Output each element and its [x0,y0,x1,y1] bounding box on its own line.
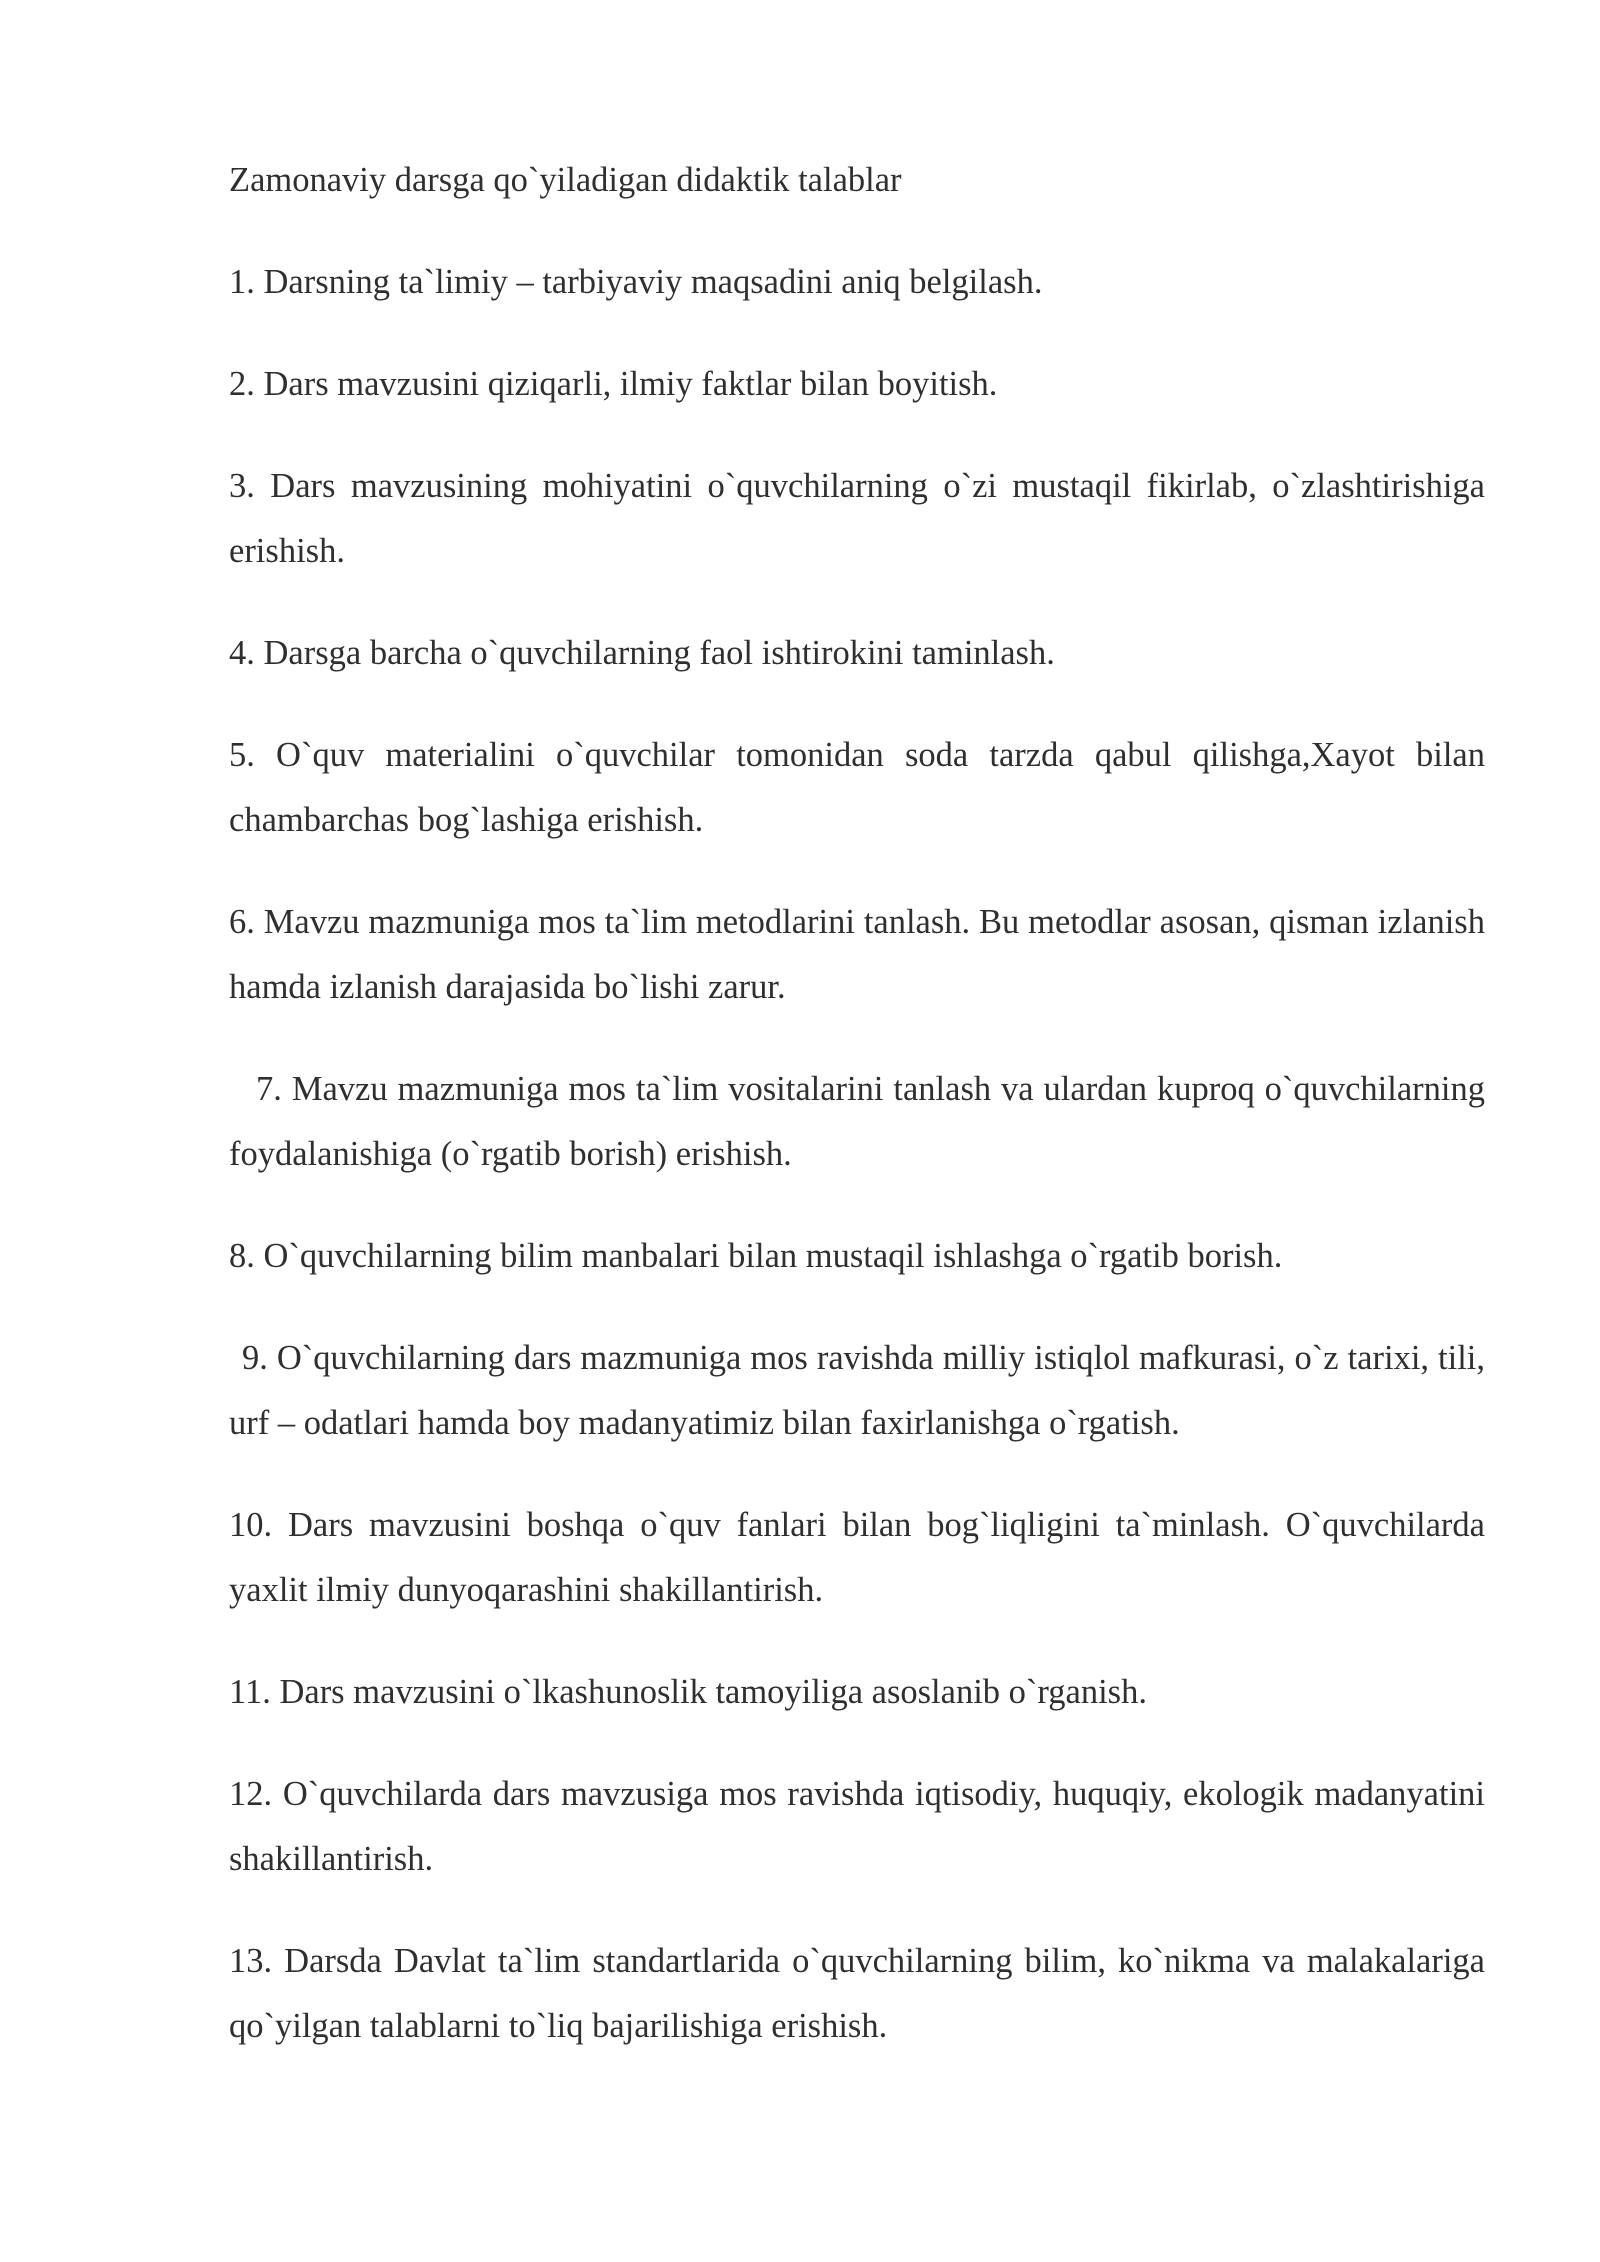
list-item: 12. O`quvchilarda dars mavzusiga mos ravishda iqtisodiy, huquqiy, ekologik madanyatini shakillantirish. [229,1775,1485,1878]
list-item: 6. Mavzu mazmuniga mos ta`lim metodlarini tanlash. Bu metodlar asosan, qisman izlanish hamda izlanish darajasida bo`lishi zarur. [229,903,1485,1006]
document-body [229,148,1485,2096]
list-item: 9. O`quvchilarning dars mazmuniga mos ravishda milliy istiqlol mafkurasi, o`z tarixi, tili, urf – odatlari hamda boy madanyatimiz bilan faxirlanishga o`rgatish. [229,1339,1485,1442]
list-item: 11. Dars mavzusini o`lkashunoslik tamoyiliga asoslanib o`rganish. [229,1673,1147,1711]
list-item: 10. Dars mavzusini boshqa o`quv fanlari bilan bog`liqligini ta`minlash. O`quvchilarda yaxlit ilmiy dunyoqarashini shakillantirish. [229,1506,1485,1609]
list-item: 4. Darsga barcha o`quvchilarning faol ishtirokini taminlash. [229,634,1055,672]
document-title: Zamonaviy darsga qo`yiladigan didaktik talablar [229,161,902,199]
list-item: 7. Mavzu mazmuniga mos ta`lim vositalarini tanlash va ulardan kuproq o`quvchilarning foydalanishiga (o`rgatib borish) erishish. [229,1070,1485,1173]
list-item: 1. Darsning ta`limiy – tarbiyaviy maqsadini aniq belgilash. [229,263,1043,301]
list-item: 2. Dars mavzusini qiziqarli, ilmiy faktlar bilan boyitish. [229,365,998,403]
list-item: 5. O`quv materialini o`quvchilar tomonidan soda tarzda qabul qilishga,Xayot bilan chambarchas bog`lashiga erishish. [229,736,1485,839]
list-item: 3. Dars mavzusining mohiyatini o`quvchilarning o`zi mustaqil fikirlab, o`zlashtirishiga erishish. [229,467,1485,570]
list-item: 13. Darsda Davlat ta`lim standartlarida o`quvchilarning bilim, ko`nikma va malakalariga qo`yilgan talablarni to`liq bajarilishiga erishish. [229,1942,1485,2045]
list-item: 8. O`quvchilarning bilim manbalari bilan mustaqil ishlashga o`rgatib borish. [229,1237,1283,1275]
